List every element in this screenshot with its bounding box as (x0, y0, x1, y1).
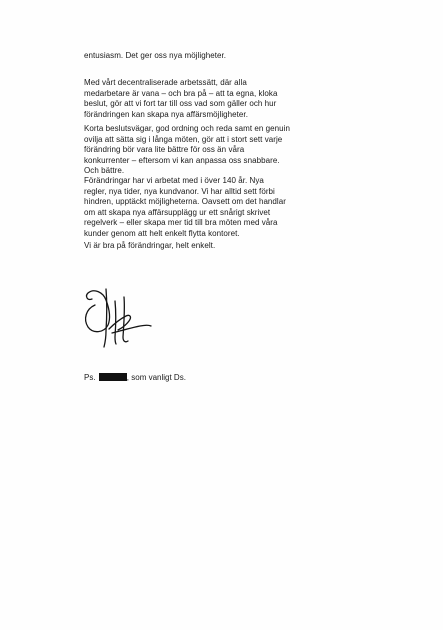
text-line: entusiasm. Det ger oss nya möjligheter. (84, 51, 227, 60)
text-line: medarbetare är vana – och bra på – att ta egna, kloka (84, 88, 278, 98)
text-line: om att skapa nya affärsupplägg ur ett snårigt skrivet (84, 207, 271, 217)
text-line: Med vårt decentraliserade arbetssätt, där alla (84, 78, 247, 87)
text-line: förändringen kan skapa nya affärsmöjligheter. (84, 109, 248, 119)
text-line: beslut, gör att vi fort tar till oss vad som gäller och hur (84, 99, 277, 109)
text-line: regler, nya tider, nya kundvanor. Vi har alltid sett förbi (84, 186, 275, 196)
text-line: ovilja att sätta sig i långa möten, gör att i stort sett varje (84, 134, 283, 144)
text-line: konkurrenter – eftersom vi kan anpassa oss snabbare. (84, 155, 280, 165)
handwritten-signature (82, 283, 152, 349)
text-line: regelverk – eller skapa mer tid till bra möten med våra (84, 218, 278, 228)
paragraph-closing (84, 241, 324, 252)
text-line: Och bättre. (84, 166, 125, 176)
paragraph-140-years (84, 176, 324, 240)
paragraph-decentralised-work (84, 78, 324, 120)
postscript (84, 373, 186, 384)
text-line: Förändringar har vi arbetat med i över 140 år. Nya (84, 176, 264, 185)
paragraph-enthusiasm (84, 51, 324, 62)
text-line: förändring bör vara lite bättre för oss än våra (84, 145, 245, 155)
redaction-bar (99, 373, 127, 381)
text-line: hindren, upptäckt möjligheterna. Oavsett om det handlar (84, 197, 286, 207)
paragraph-short-decision-paths (84, 124, 324, 177)
postscript-suffix: , som vanligt Ds. (126, 373, 186, 382)
text-line: kunder genom att helt enkelt flytta kontoret. (84, 228, 240, 238)
postscript-prefix: Ps. (84, 373, 96, 382)
text-line: Korta beslutsvägar, god ordning och reda samt en genuin (84, 124, 290, 133)
text-line: Vi är bra på förändringar, helt enkelt. (84, 241, 216, 250)
